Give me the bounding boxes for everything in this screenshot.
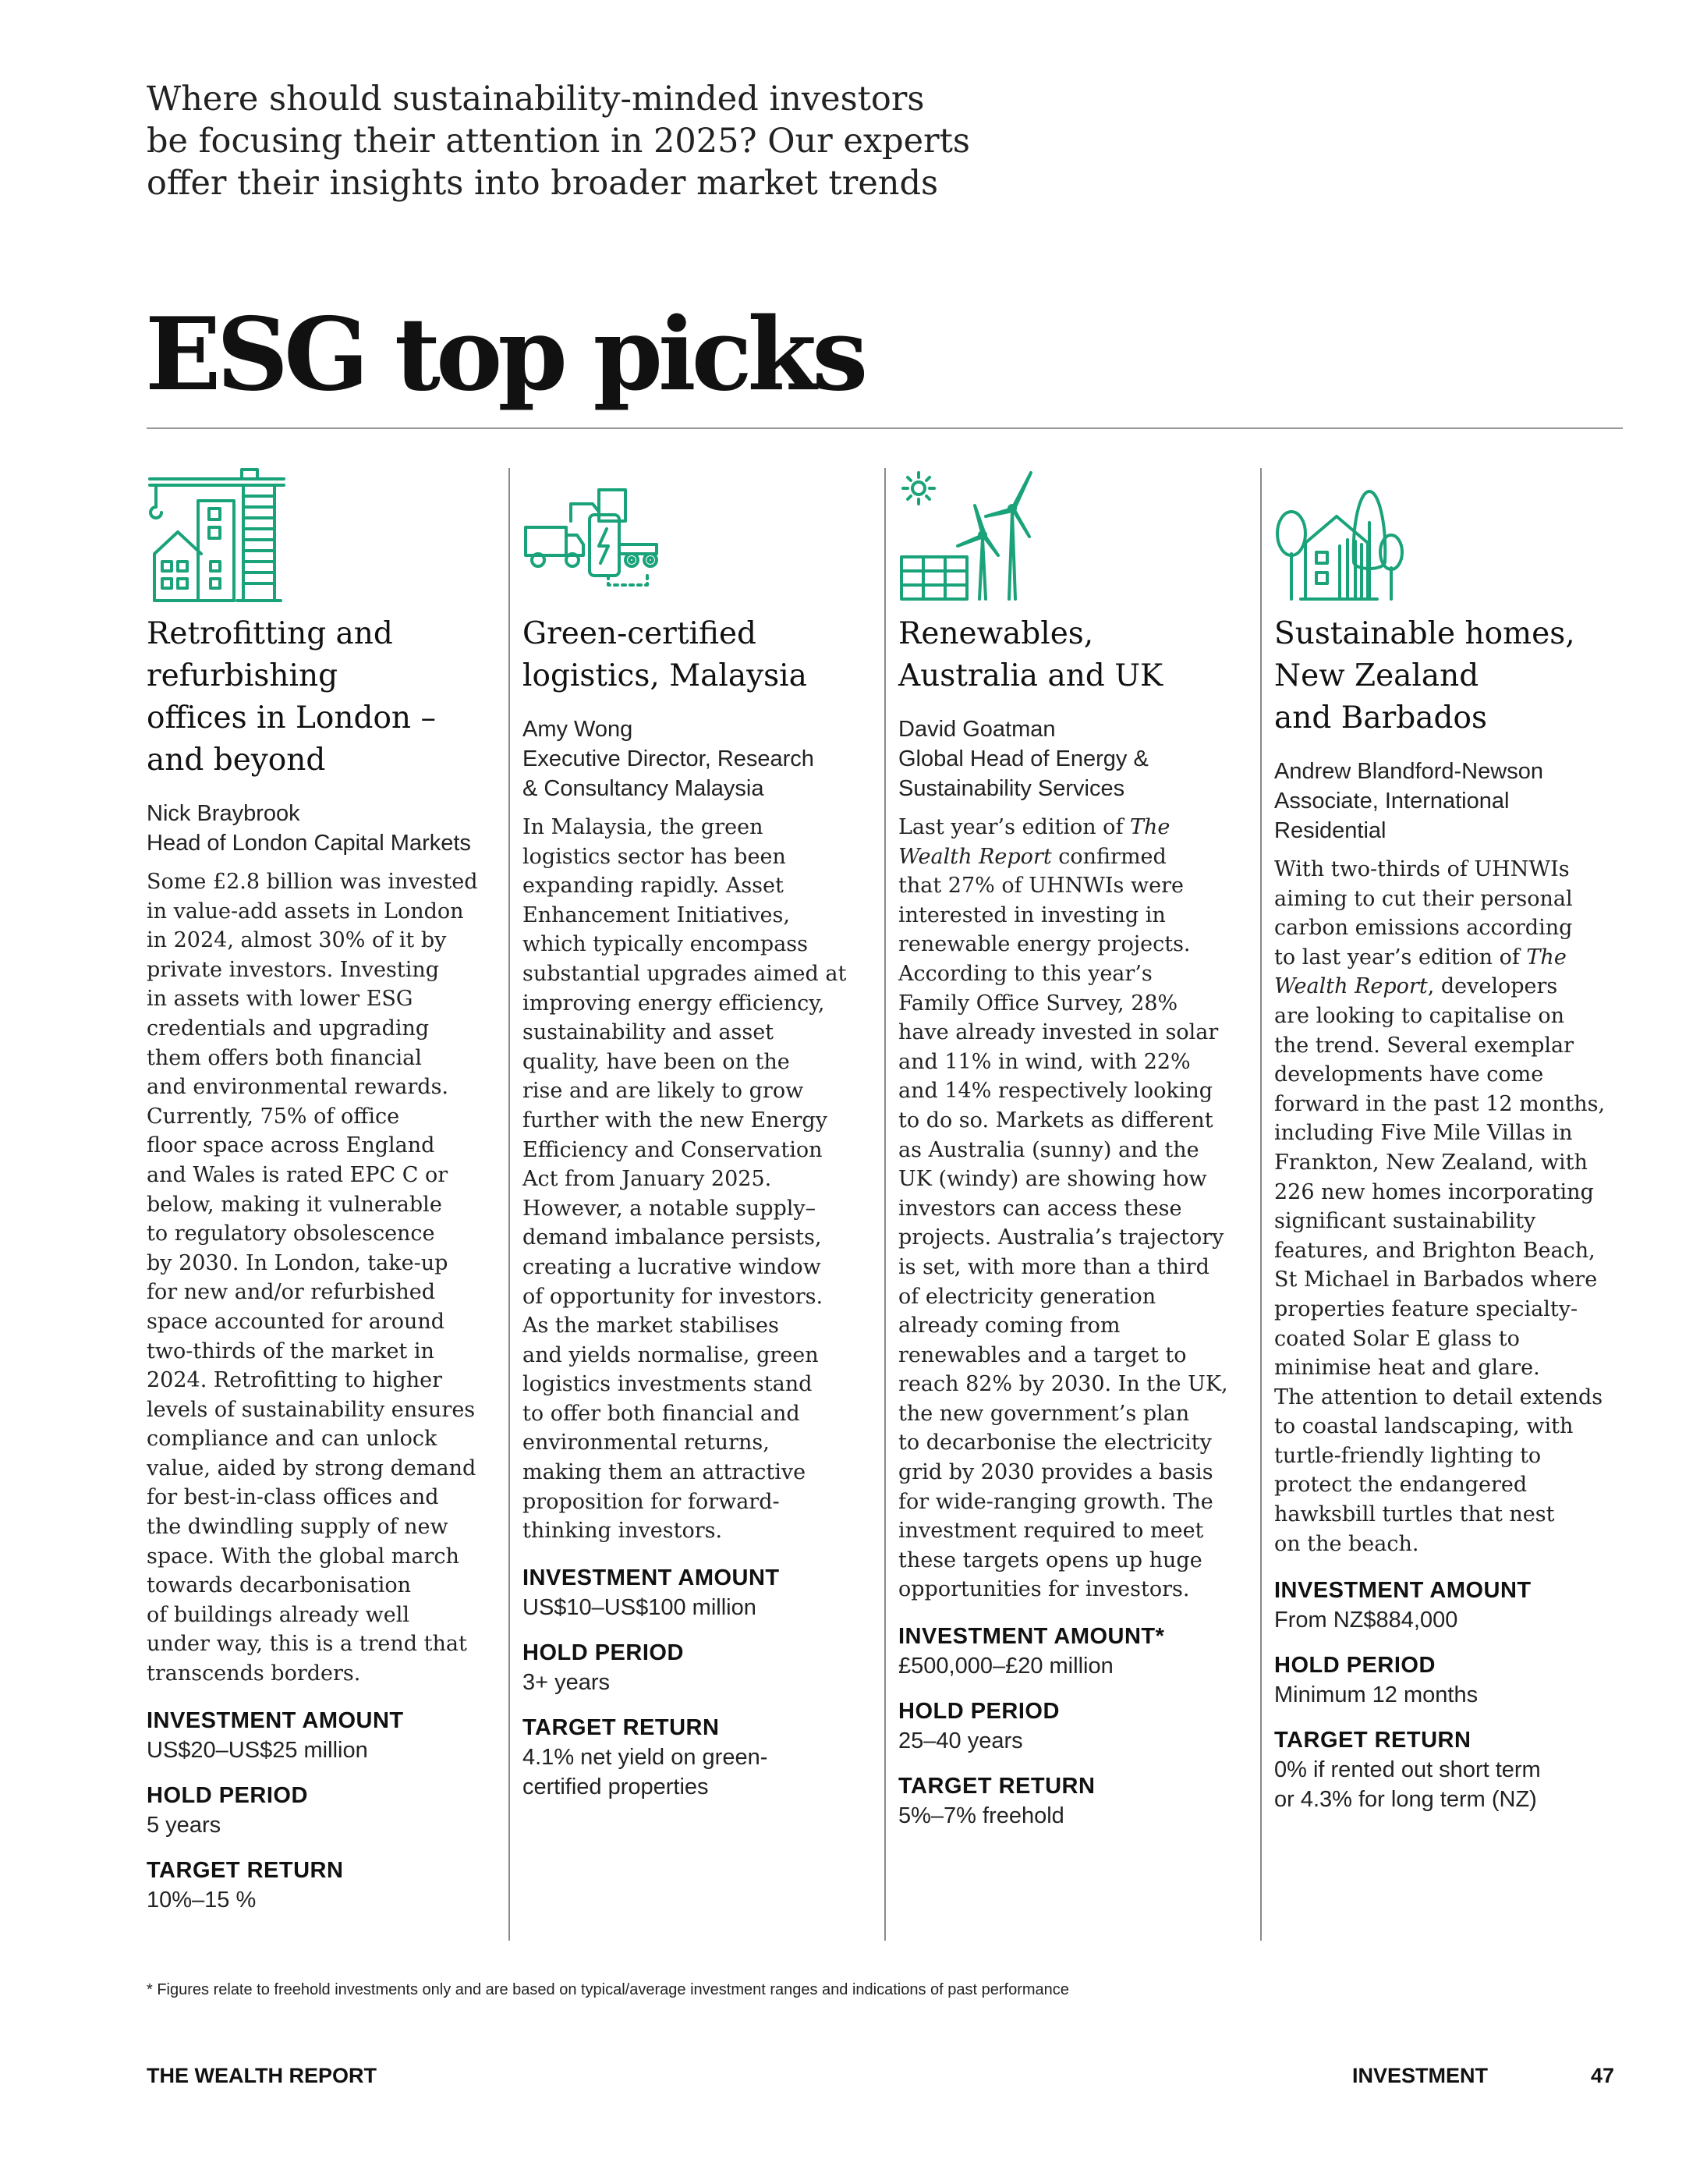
author bbox=[898, 714, 1241, 803]
title-divider bbox=[147, 427, 1623, 429]
text-line: the dwindling supply of new bbox=[147, 1515, 448, 1540]
fact-block bbox=[522, 1563, 866, 1622]
intro-line: offer their insights into broader market trends bbox=[147, 164, 939, 203]
fact-label: HOLD PERIOD bbox=[147, 1782, 308, 1808]
text-line: proposition for forward- bbox=[522, 1489, 780, 1514]
text-line: However, a notable supply– bbox=[522, 1196, 816, 1221]
pick-body bbox=[522, 813, 866, 1546]
text-line: With two-thirds of UHNWIs bbox=[1274, 857, 1570, 881]
text-line: & Consultancy Malaysia bbox=[522, 776, 764, 801]
pick-column-2 bbox=[522, 468, 866, 1817]
text-line: on the beach. bbox=[1274, 1531, 1419, 1556]
fact-block bbox=[898, 1622, 1241, 1681]
text-line: Green-certified bbox=[522, 616, 757, 651]
text-line: substantial upgrades aimed at bbox=[522, 961, 847, 986]
text-line: New Zealand bbox=[1274, 658, 1479, 693]
fact-value: 5%–7% freehold bbox=[898, 1803, 1064, 1829]
text-line: improving energy efficiency, bbox=[522, 991, 825, 1016]
pick-heading bbox=[1274, 613, 1617, 739]
text-line: and environmental rewards. bbox=[147, 1075, 449, 1100]
page-number: 47 bbox=[1591, 2064, 1615, 2087]
pick-body bbox=[1274, 855, 1617, 1558]
column-divider bbox=[884, 468, 886, 1941]
text-line: private investors. Investing bbox=[147, 957, 440, 982]
text-line: forward in the past 12 months, bbox=[1274, 1091, 1606, 1116]
text-line: already coming from bbox=[898, 1314, 1121, 1338]
text-line: investment required to meet bbox=[898, 1519, 1204, 1544]
fact-value: certified properties bbox=[522, 1774, 709, 1799]
text-line: In Malaysia, the green bbox=[522, 815, 763, 839]
text-line: for new and/or refurbished bbox=[147, 1280, 436, 1305]
text-line: renewables and a target to bbox=[898, 1342, 1187, 1367]
fact-value: 10%–15 % bbox=[147, 1887, 257, 1913]
text-line: in value-add assets in London bbox=[147, 899, 464, 924]
text-line: thinking investors. bbox=[522, 1519, 723, 1544]
text-line: reach 82% by 2030. In the UK, bbox=[898, 1372, 1228, 1397]
investment-facts bbox=[522, 1563, 866, 1802]
text-line: developments have come bbox=[1274, 1062, 1544, 1087]
text-line: Frankton, New Zealand, with bbox=[1274, 1150, 1588, 1175]
text-line: quality, have been on the bbox=[522, 1049, 790, 1074]
text-line: 2024. Retrofitting to higher bbox=[147, 1368, 443, 1393]
text-line: which typically encompass bbox=[522, 932, 809, 957]
fact-block bbox=[898, 1771, 1241, 1831]
fact-block bbox=[147, 1856, 490, 1915]
fact-value: US$10–US$100 million bbox=[522, 1594, 756, 1620]
text-line: 226 new homes incorporating bbox=[1274, 1179, 1594, 1204]
text-line: floor space across England bbox=[147, 1133, 435, 1158]
footer-section: INVESTMENT bbox=[1352, 2064, 1489, 2087]
text-line: refurbishing bbox=[147, 658, 338, 693]
text-line: for wide-ranging growth. The bbox=[898, 1489, 1213, 1514]
fact-value: 3+ years bbox=[522, 1669, 611, 1695]
column-divider bbox=[1260, 468, 1262, 1941]
fact-label: HOLD PERIOD bbox=[1274, 1653, 1436, 1679]
text-line: of electricity generation bbox=[898, 1284, 1156, 1309]
text-line: of buildings already well bbox=[147, 1602, 409, 1627]
text-line: and Wales is rated EPC C or bbox=[147, 1162, 448, 1187]
crane-building-icon bbox=[147, 468, 287, 605]
text-line: space. With the global march bbox=[147, 1544, 459, 1569]
text-line: that 27% of UHNWIs were bbox=[898, 874, 1184, 899]
fact-value: 4.1% net yield on green- bbox=[522, 1744, 768, 1770]
text-line: protect the endangered bbox=[1274, 1473, 1528, 1498]
text-line: Act from January 2025. bbox=[522, 1167, 772, 1192]
text-line: them offers both financial bbox=[147, 1045, 422, 1070]
text-line: Andrew Blandford-Newson bbox=[1274, 759, 1543, 784]
text-line: Family Office Survey, 28% bbox=[898, 991, 1178, 1016]
fact-block bbox=[1274, 1576, 1617, 1635]
text-line: Efficiency and Conservation bbox=[522, 1137, 823, 1162]
text-line: hawksbill turtles that nest bbox=[1274, 1502, 1555, 1527]
fact-block bbox=[522, 1713, 866, 1802]
fact-label: HOLD PERIOD bbox=[522, 1640, 684, 1665]
text-line: Currently, 75% of office bbox=[147, 1104, 400, 1129]
fact-label: TARGET RETURN bbox=[147, 1857, 344, 1883]
intro-line: be focusing their attention in 2025? Our experts bbox=[147, 122, 970, 161]
footnote: * Figures relate to freehold investments only and are based on typical/average investment ranges and indications of past performance bbox=[147, 1981, 1069, 1998]
text-line: aiming to cut their personal bbox=[1274, 886, 1573, 911]
investment-facts bbox=[1274, 1576, 1617, 1814]
text-line: space accounted for around bbox=[147, 1309, 445, 1334]
fact-label: INVESTMENT AMOUNT bbox=[522, 1565, 780, 1590]
fact-value: £500,000–£20 million bbox=[898, 1654, 1114, 1679]
text-line: logistics, Malaysia bbox=[522, 658, 807, 693]
text-line: St Michael in Barbados where bbox=[1274, 1268, 1598, 1292]
text-line: Residential bbox=[1274, 818, 1386, 843]
text-line: as Australia (sunny) and the bbox=[898, 1137, 1199, 1162]
text-line: Amy Wong bbox=[522, 717, 633, 742]
fact-value: Minimum 12 months bbox=[1274, 1682, 1479, 1708]
text-line: to regulatory obsolescence bbox=[147, 1221, 435, 1246]
text-line: the trend. Several exemplar bbox=[1274, 1033, 1574, 1058]
fact-value: 0% if rented out short term bbox=[1274, 1757, 1541, 1783]
intro-line: Where should sustainability-minded investors bbox=[147, 80, 925, 119]
fact-label: TARGET RETURN bbox=[1274, 1728, 1471, 1753]
text-line: Enhancement Initiatives, bbox=[522, 902, 790, 927]
text-line: have already invested in solar bbox=[898, 1020, 1219, 1045]
pick-column-4 bbox=[1274, 468, 1617, 1830]
fact-block bbox=[1274, 1650, 1617, 1710]
fact-block bbox=[898, 1696, 1241, 1756]
footer-publication: THE WEALTH REPORT bbox=[147, 2064, 377, 2087]
text-line: grid by 2030 provides a basis bbox=[898, 1460, 1213, 1485]
text-line: environmental returns, bbox=[522, 1431, 770, 1455]
text-line: offices in London – bbox=[147, 700, 436, 736]
fact-value: From NZ$884,000 bbox=[1274, 1608, 1458, 1633]
text-line: rise and are likely to grow bbox=[522, 1079, 804, 1104]
author bbox=[147, 799, 490, 858]
text-line: Associate, International bbox=[1274, 789, 1510, 814]
investment-facts bbox=[147, 1706, 490, 1915]
text-line: levels of sustainability ensures bbox=[147, 1397, 476, 1422]
fact-block bbox=[1274, 1725, 1617, 1814]
fact-label: TARGET RETURN bbox=[522, 1714, 720, 1740]
author bbox=[522, 714, 866, 803]
text-line: and 14% respectively looking bbox=[898, 1079, 1213, 1104]
fact-value: or 4.3% for long term (NZ) bbox=[1274, 1787, 1537, 1813]
text-line: creating a lucrative window bbox=[522, 1254, 821, 1279]
text-line: under way, this is a trend that bbox=[147, 1632, 467, 1657]
text-line: are looking to capitalise on bbox=[1274, 1003, 1565, 1028]
text-line: in assets with lower ESG bbox=[147, 987, 413, 1012]
text-line: and beyond bbox=[147, 743, 326, 778]
wind-solar-icon bbox=[898, 468, 1039, 605]
fact-label: INVESTMENT AMOUNT* bbox=[898, 1624, 1165, 1650]
text-line: including Five Mile Villas in bbox=[1274, 1121, 1573, 1146]
text-line: renewable energy projects. bbox=[898, 932, 1191, 957]
pick-heading bbox=[147, 613, 490, 782]
text-line: two-thirds of the market in bbox=[147, 1338, 434, 1363]
fact-value: 5 years bbox=[147, 1812, 221, 1838]
text-line: Wealth Report confirmed bbox=[898, 844, 1167, 869]
pick-heading bbox=[522, 613, 866, 697]
text-line: Wealth Report, developers bbox=[1274, 974, 1558, 999]
text-line: to offer both financial and bbox=[522, 1401, 800, 1426]
pick-column-3 bbox=[898, 468, 1241, 1846]
text-line: transcends borders. bbox=[147, 1661, 361, 1686]
eco-home-trees-icon bbox=[1274, 468, 1415, 605]
text-line: and 11% in wind, with 22% bbox=[898, 1049, 1191, 1074]
text-line: opportunities for investors. bbox=[898, 1577, 1190, 1602]
text-line: According to this year’s bbox=[898, 961, 1153, 986]
fact-value: US$20–US$25 million bbox=[147, 1737, 368, 1763]
logistics-truck-icon bbox=[522, 468, 663, 605]
text-line: for best-in-class offices and bbox=[147, 1485, 439, 1510]
text-line: interested in investing in bbox=[898, 902, 1166, 927]
text-line: logistics sector has been bbox=[522, 844, 786, 869]
text-line: demand imbalance persists, bbox=[522, 1225, 822, 1250]
investment-facts bbox=[898, 1622, 1241, 1831]
text-line: Executive Director, Research bbox=[522, 746, 814, 771]
text-line: Some £2.8 billion was invested bbox=[147, 870, 478, 894]
column-divider bbox=[508, 468, 510, 1941]
text-line: below, making it vulnerable bbox=[147, 1192, 442, 1217]
text-line: Nick Braybrook bbox=[147, 801, 300, 826]
text-line: Head of London Capital Markets bbox=[147, 831, 471, 856]
fact-label: HOLD PERIOD bbox=[898, 1699, 1060, 1725]
author bbox=[1274, 757, 1617, 846]
text-line: turtle-friendly lighting to bbox=[1274, 1443, 1542, 1468]
text-line: to last year’s edition of The bbox=[1274, 945, 1567, 970]
pick-body bbox=[147, 867, 490, 1689]
text-line: logistics investments stand bbox=[522, 1372, 813, 1397]
text-line: of opportunity for investors. bbox=[522, 1284, 823, 1309]
text-line: carbon emissions according bbox=[1274, 916, 1573, 941]
text-line: Last year’s edition of The bbox=[898, 815, 1170, 839]
text-line: coated Solar E glass to bbox=[1274, 1326, 1520, 1351]
text-line: to do so. Markets as different bbox=[898, 1108, 1213, 1133]
text-line: to decarbonise the electricity bbox=[898, 1431, 1212, 1455]
fact-label: INVESTMENT AMOUNT bbox=[1274, 1578, 1532, 1604]
text-line: Global Head of Energy & bbox=[898, 746, 1149, 771]
text-line: As the market stabilises bbox=[522, 1314, 779, 1338]
fact-block bbox=[522, 1638, 866, 1697]
text-line: Australia and UK bbox=[898, 658, 1163, 693]
text-line: the new government’s plan bbox=[898, 1401, 1190, 1426]
text-line: projects. Australia’s trajectory bbox=[898, 1225, 1224, 1250]
text-line: expanding rapidly. Asset bbox=[522, 874, 784, 899]
text-line: investors can access these bbox=[898, 1196, 1182, 1221]
text-line: to coastal landscaping, with bbox=[1274, 1414, 1574, 1439]
fact-block bbox=[147, 1706, 490, 1765]
text-line: by 2030. In London, take-up bbox=[147, 1250, 448, 1275]
text-line: credentials and upgrading bbox=[147, 1016, 430, 1041]
text-line: Sustainable homes, bbox=[1274, 616, 1575, 651]
text-line: making them an attractive bbox=[522, 1460, 806, 1485]
text-line: these targets opens up huge bbox=[898, 1548, 1202, 1572]
text-line: and yields normalise, green bbox=[522, 1342, 819, 1367]
page-title: ESG top picks bbox=[145, 296, 864, 413]
text-line: sustainability and asset bbox=[522, 1020, 774, 1045]
text-line: Sustainability Services bbox=[898, 776, 1125, 801]
fact-block bbox=[147, 1781, 490, 1840]
text-line: further with the new Energy bbox=[522, 1108, 827, 1133]
text-line: is set, with more than a third bbox=[898, 1254, 1209, 1279]
text-line: minimise heat and glare. bbox=[1274, 1356, 1540, 1381]
pick-heading bbox=[898, 613, 1241, 697]
text-line: properties feature specialty- bbox=[1274, 1296, 1578, 1321]
text-line: UK (windy) are showing how bbox=[898, 1167, 1207, 1192]
fact-label: INVESTMENT AMOUNT bbox=[147, 1707, 404, 1733]
fact-value: 25–40 years bbox=[898, 1728, 1023, 1754]
pick-column-1 bbox=[147, 468, 490, 1930]
text-line: and Barbados bbox=[1274, 700, 1487, 736]
text-line: compliance and can unlock bbox=[147, 1427, 437, 1452]
text-line: David Goatman bbox=[898, 717, 1056, 742]
intro-text bbox=[147, 78, 1004, 204]
text-line: Renewables, bbox=[898, 616, 1094, 651]
text-line: Retrofitting and bbox=[147, 616, 393, 651]
text-line: in 2024, almost 30% of it by bbox=[147, 928, 447, 953]
pick-body bbox=[898, 813, 1241, 1604]
text-line: features, and Brighton Beach, bbox=[1274, 1238, 1595, 1263]
fact-label: TARGET RETURN bbox=[898, 1774, 1096, 1799]
text-line: value, aided by strong demand bbox=[147, 1455, 476, 1480]
text-line: The attention to detail extends bbox=[1274, 1384, 1603, 1409]
text-line: significant sustainability bbox=[1274, 1209, 1536, 1234]
text-line: towards decarbonisation bbox=[147, 1573, 411, 1598]
